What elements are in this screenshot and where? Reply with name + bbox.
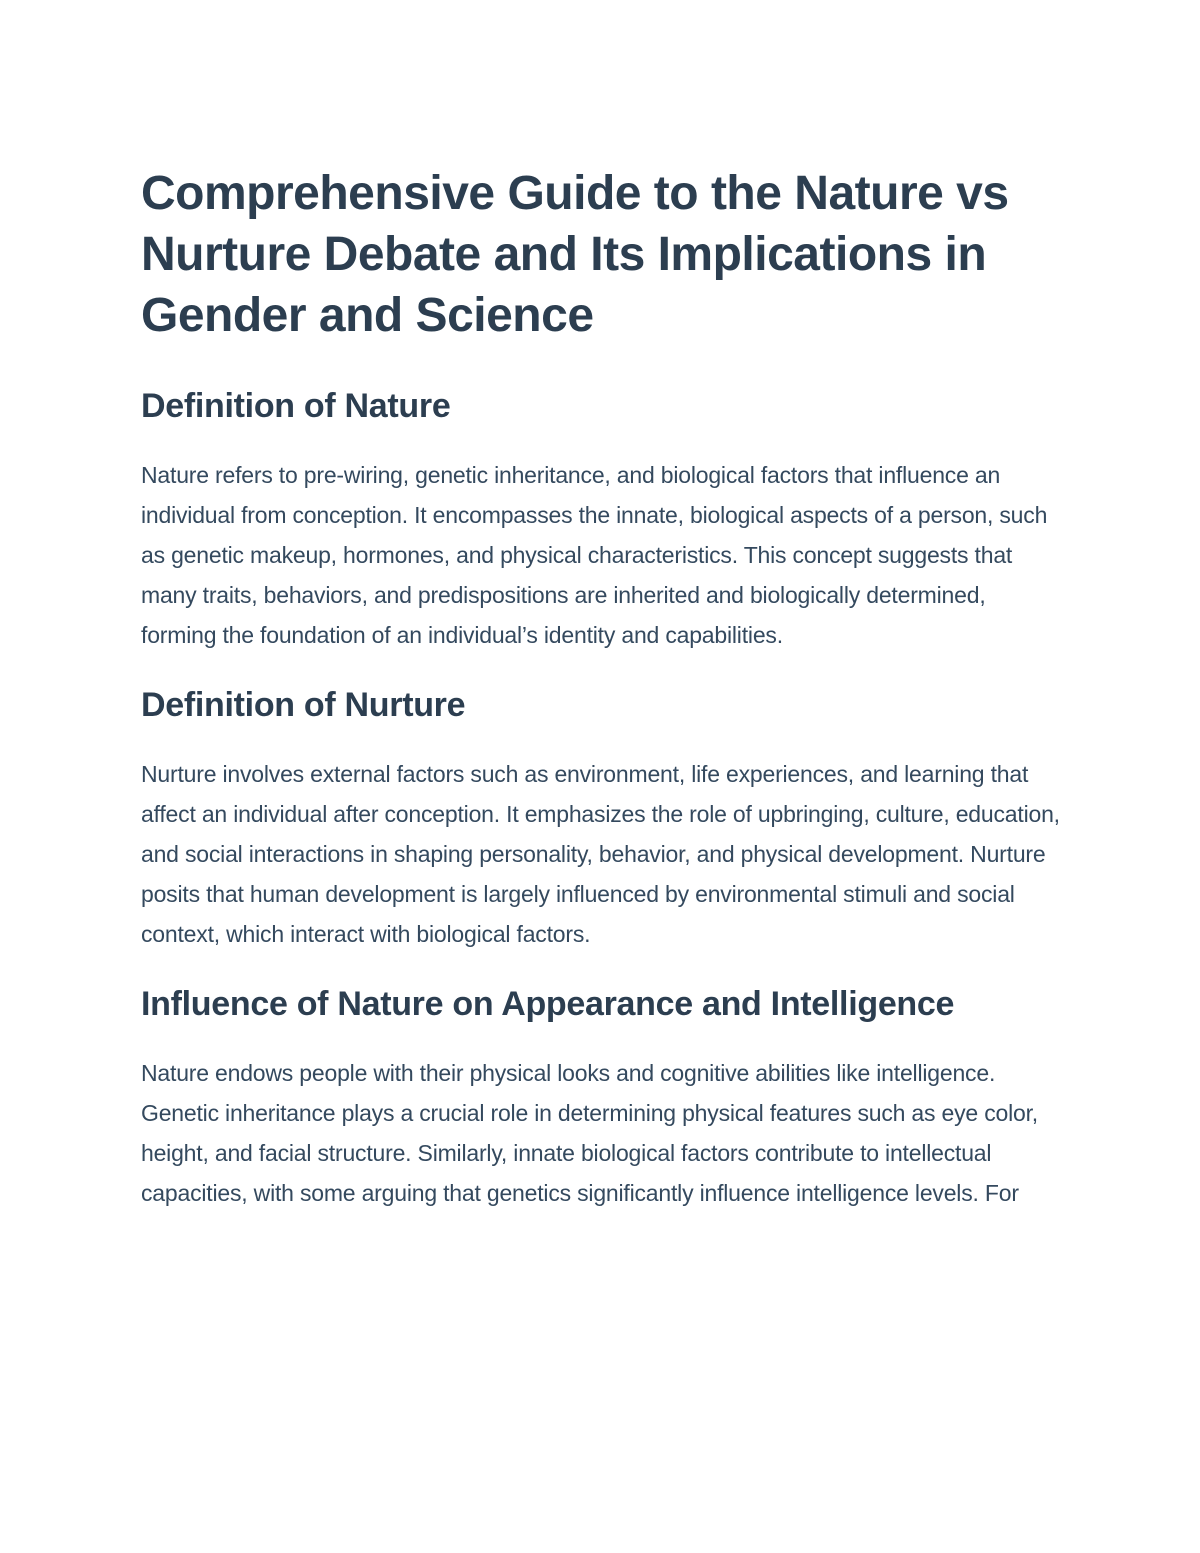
section-heading: Influence of Nature on Appearance and Intelligence <box>141 985 955 1023</box>
section-paragraph: Nurture involves external factors such as environment, life experiences, and learning that affect an individual after conception. It emphasizes the role of upbringing, culture, education, and social interactions in shaping personality, behavior, and physical development. Nurture posits that human development is largely influenced by environmental stimuli and social context, which interact with biological factors. <box>141 761 1060 947</box>
section-definition-of-nature <box>141 378 1066 655</box>
section-influence-of-nature <box>141 976 1066 1213</box>
section-paragraph: Nature endows people with their physical looks and cognitive abilities like intelligence. Genetic inheritance plays a crucial role in determining physical features such as eye color, height, and facial structure. Similarly, innate biological factors contribute to intellectual capacities, with some arguing that genetics significantly influence intelligence levels. For <box>141 1060 1038 1206</box>
document-title: Comprehensive Guide to the Nature vs Nurture Debate and Its Implications in Gender and Science <box>141 167 1009 342</box>
section-paragraph: Nature refers to pre-wiring, genetic inheritance, and biological factors that influence an individual from conception. It encompasses the innate, biological aspects of a person, such as genetic makeup, hormones, and physical characteristics. This concept suggests that many traits, behaviors, and predispositions are inherited and biologically determined, forming the foundation of an individual’s identity and capabilities. <box>141 462 1048 648</box>
section-heading: Definition of Nature <box>141 387 451 425</box>
section-definition-of-nurture <box>141 677 1066 954</box>
section-heading: Definition of Nurture <box>141 686 466 724</box>
document-page <box>141 163 1066 1235</box>
